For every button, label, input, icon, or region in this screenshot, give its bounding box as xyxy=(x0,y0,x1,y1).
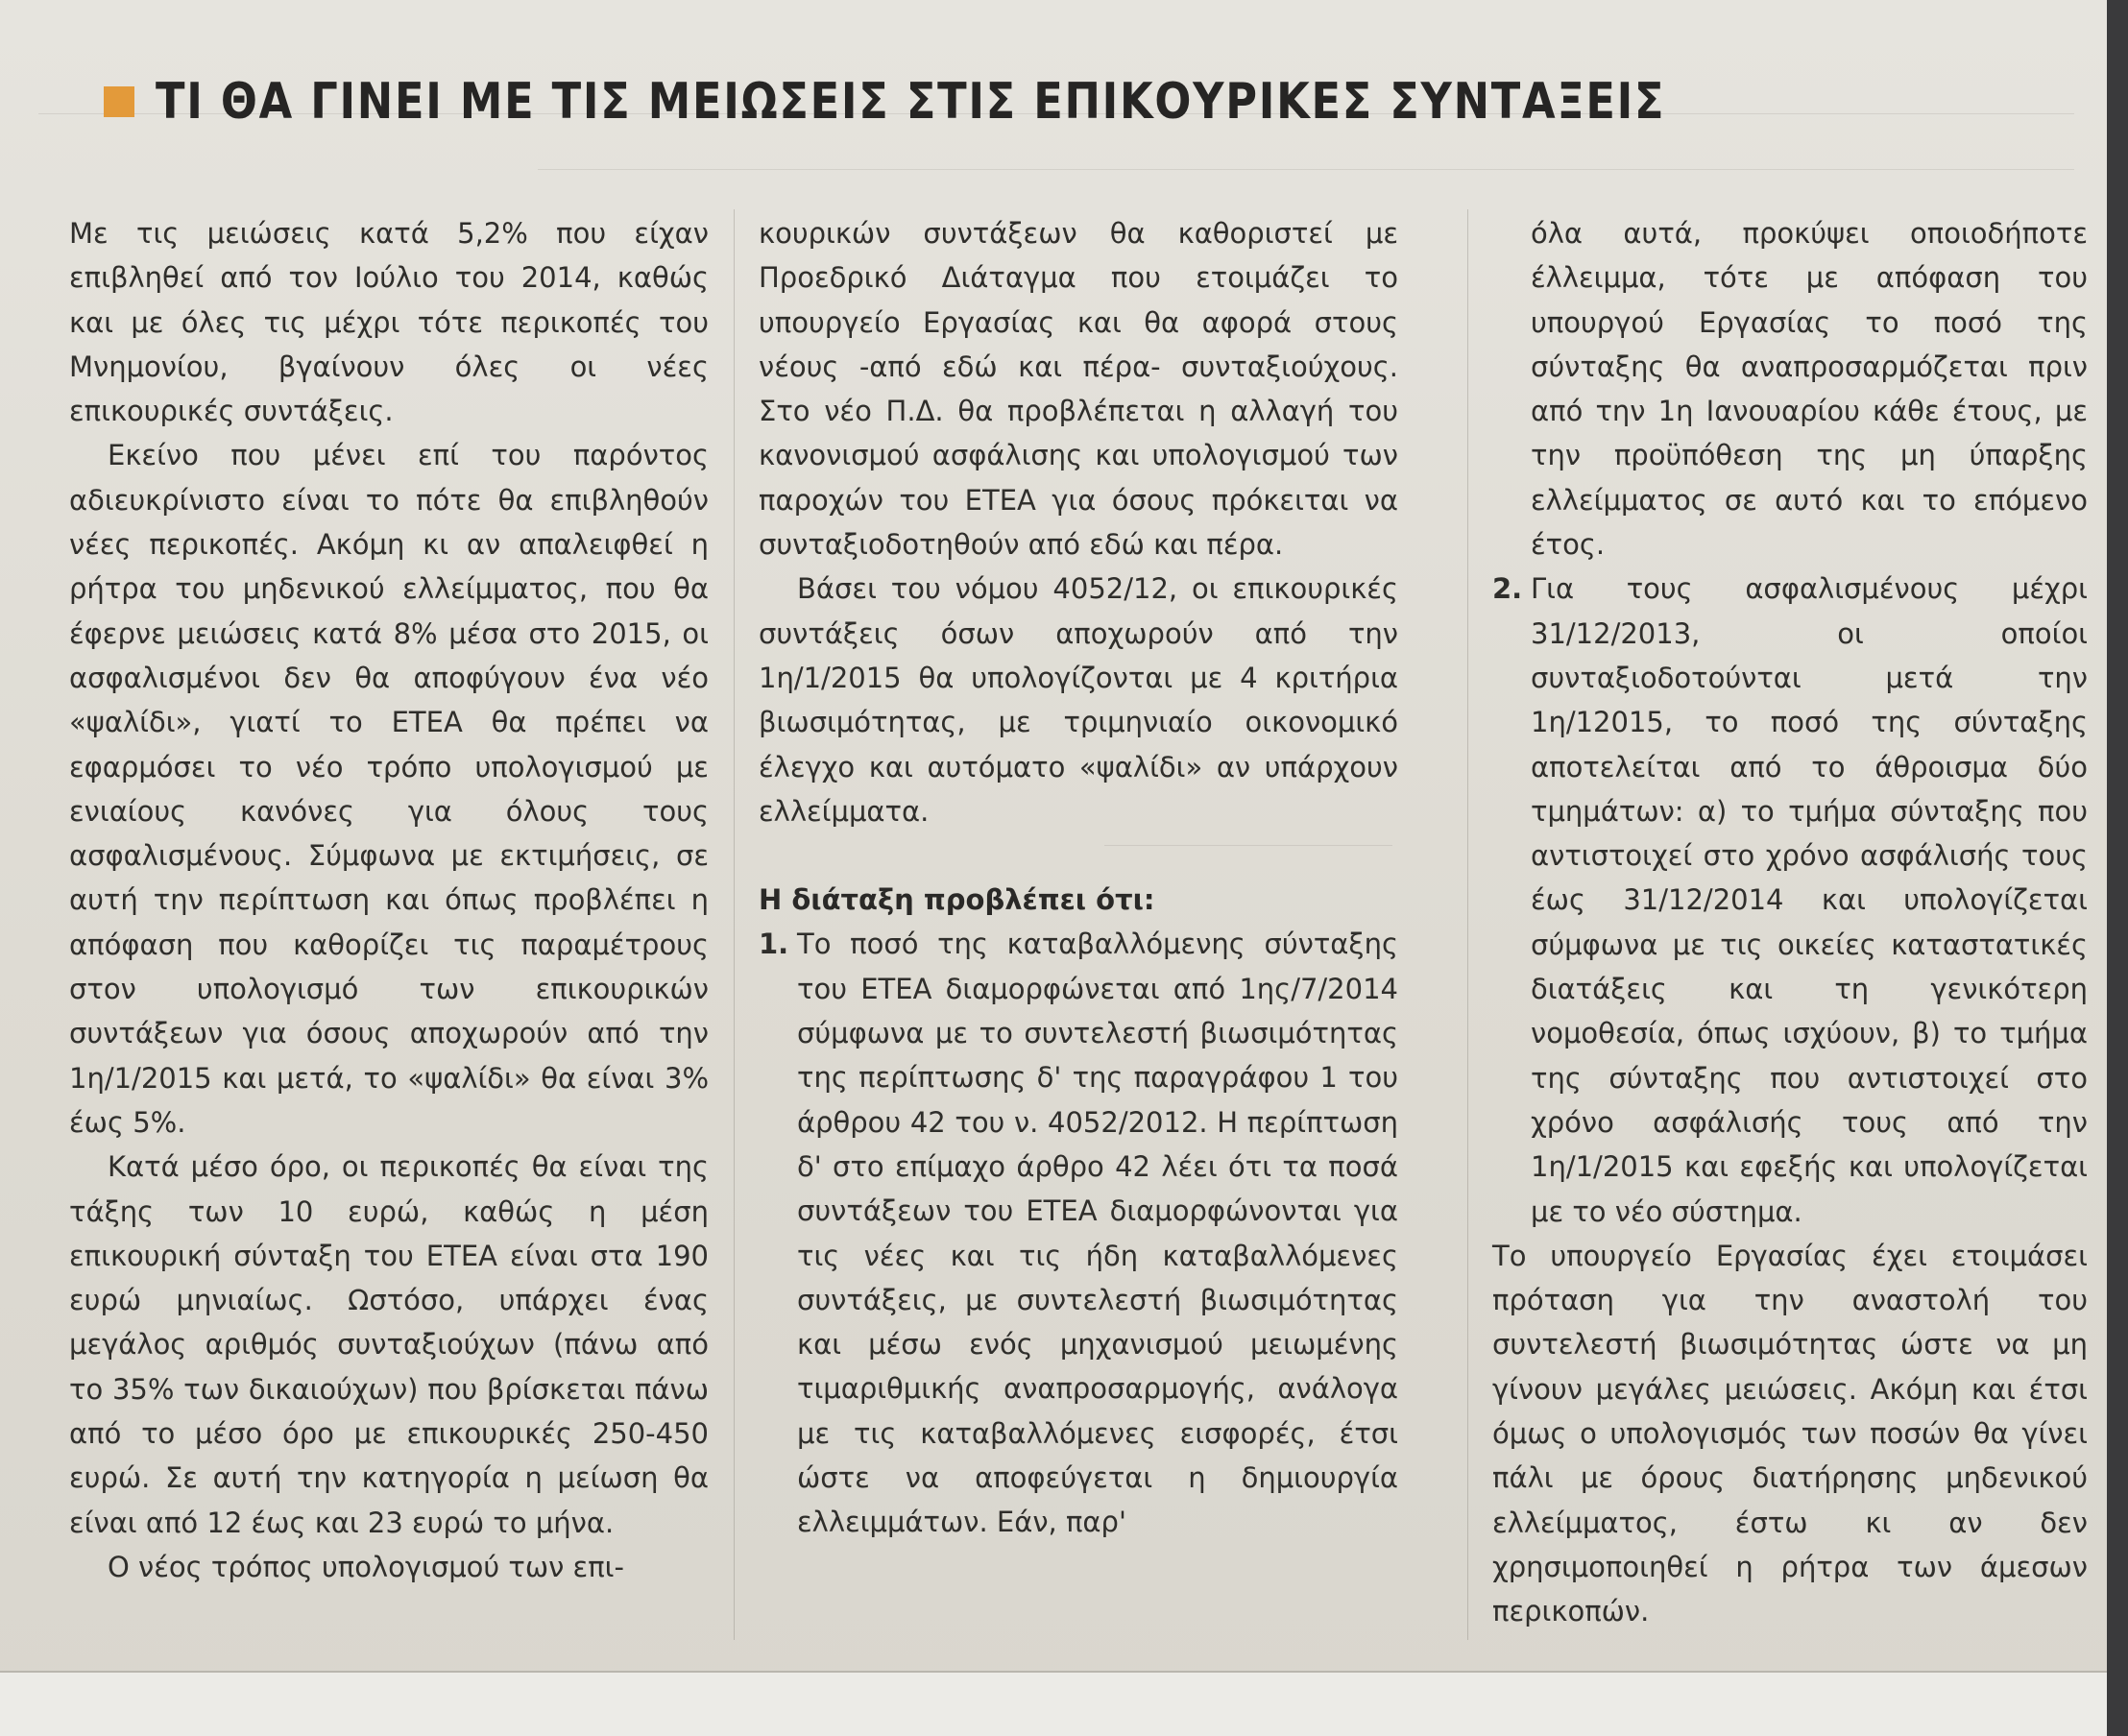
section-heading: Η διάταξη προβλέπει ότι: xyxy=(759,883,1155,917)
item-text: Για τους ασφαλισμένους μέχρι 31/12/2013, οι οποίοι συνταξιοδοτούνται μετά την 1η/12015, το ποσό της σύνταξης αποτελείται από το άθροισμα δύο τμημάτων: α) το τμήμα σύνταξης που αντιστοιχεί στο χρόνο ασφάλισής τους έως 31/12/2014 και υπολογίζεται σύμφωνα με τις οικείες καταστατικές διατάξεις και τη γενικότερη νομοθεσία, όπως ισχύουν, β) το τμήμα της σύνταξης που αντιστοιχεί στο χρόνο ασφάλισής τους από την 1η/1/2015 και εφεξής και υπολογίζεται με το νέο σύστημα. xyxy=(1531,572,2088,1228)
bleed-line xyxy=(538,169,2074,170)
paragraph: Με τις μειώσεις κατά 5,2% που είχαν επιβληθεί από τον Ιούλιο του 2014, καθώς και με όλες τις μέχρι τότε περικοπές του Μνημονίου, βγαίνουν όλες οι νέες επικουρικές συντάξεις. xyxy=(69,217,709,428)
item-text: Το ποσό της καταβαλλόμενης σύνταξης του ΕΤΕΑ διαμορφώνεται από 1ης/7/2014 σύμφωνα με το συντελεστή βιωσιμότητας της περίπτωσης δ' της παραγράφου 1 του άρθρου 42 του ν. 4052/2012. Η περίπτωση δ' στο επίμαχο άρθρο 42 λέει ότι τα ποσά συντάξεων του ΕΤΕΑ διαμορφώνονται για τις νέες και τις ήδη καταβαλλόμενες συντάξεις, με συντελεστή βιωσιμότητας και μέσω ενός μηχανισμού μειωμένης τιμαριθμικής αναπροσαρμογής, ανάλογα με τις καταβαλλόμενες εισφορές, έτσι ώστε να αποφεύγεται η δημιουργία ελλειμμάτων. Εάν, παρ' xyxy=(797,928,1398,1539)
numbered-item-1 xyxy=(759,922,1398,1544)
numbered-item-2 xyxy=(1492,567,2088,1233)
orange-square-bullet-icon xyxy=(104,86,134,117)
paragraph: Το υπουργείο Εργασίας έχει ετοιμάσει πρόταση για την αναστολή του συντελεστή βιωσιμότητας ώστε να μη γίνουν μεγάλες μειώσεις. Ακόμη και έτσι όμως ο υπολογισμός των ποσών θα γίνει πάλι με όρους διατήρησης μηδενικού ελλείμματος, έστω κι αν δεν χρησιμοποιηθεί η ρήτρα των άμεσων περικοπών. xyxy=(1492,1239,2088,1628)
paragraph: Βάσει του νόμου 4052/12, οι επικουρικές συντάξεις όσων αποχωρούν από την 1η/1/2015 θα υπολογίζονται με 4 κριτήρια βιωσιμότητας, με τριμηνιαίο οικονομικό έλεγχο και αυτόματο «ψαλίδι» αν υπάρχουν ελλείμματα. xyxy=(759,572,1398,828)
item-number: 2. xyxy=(1492,572,1523,606)
item-number: 1. xyxy=(759,928,789,961)
column-rule xyxy=(1467,209,1468,1640)
column-rule xyxy=(734,209,735,1640)
article-column-3 xyxy=(1492,211,2088,1634)
paragraph: Κατά μέσο όρο, οι περικοπές θα είναι της τάξης των 10 ευρώ, καθώς η μέση επικουρική σύνταξη του ΕΤΕΑ είναι στα 190 ευρώ μηνιαίως. Ωστόσο, υπάρχει ένας μεγάλος αριθμός συνταξιούχων (πάνω από το 35% των δικαιούχων) που βρίσκεται πάνω από το μέσο όρο με επικουρικές 250-450 ευρώ. Σε αυτή την κατηγορία η μείωση θα είναι από 12 έως και 23 ευρώ το μήνα. xyxy=(69,1150,709,1539)
scan-edge xyxy=(2107,0,2128,1736)
paragraph: Εκείνο που μένει επί του παρόντος αδιευκρίνιστο είναι το πότε θα επιβληθούν νέες περικοπές. Ακόμη κι αν απαλειφθεί η ρήτρα του μηδενικού ελλείμματος, που θα έφερνε μειώσεις κατά 8% μέσα στο 2015, οι ασφαλισμένοι δεν θα αποφύγουν ένα νέο «ψαλίδι», γιατί το ΕΤΕΑ θα πρέπει να εφαρμόσει το νέο τρόπο υπολογισμού με ενιαίους κανόνες για όλους τους ασφαλισμένους. Σύμφωνα με εκτιμήσεις, σε αυτή την περίπτωση και όπως προβλέπει η απόφαση που καθορίζει τις παραμέτρους στον υπολογισμό των επικουρικών συντάξεων για όσους αποχωρούν από την 1η/1/2015 και μετά, το «ψαλίδι» θα είναι 3% έως 5%. xyxy=(69,439,709,1139)
paragraph: κουρικών συντάξεων θα καθοριστεί με Προεδρικό Διάταγμα που ετοιμάζει το υπουργείο Εργασίας και θα αφορά στους νέους -από εδώ και πέρα- συνταξιούχους. Στο νέο Π.Δ. θα προβλέπεται η αλλαγή του κανονισμού ασφάλισης και υπολογισμού των παροχών του ΕΤΕΑ για όσους πρόκειται να συνταξιοδοτηθούν από εδώ και πέρα. xyxy=(759,217,1398,562)
paragraph: Ο νέος τρόπος υπολογισμού των επι- xyxy=(108,1550,624,1583)
bottom-margin xyxy=(0,1673,2107,1736)
paragraph: όλα αυτά, προκύψει οποιοδήποτε έλλειμμα, τότε με απόφαση του υπουργού Εργασίας το ποσό της σύνταξης θα αναπροσαρμόζεται πριν από την 1η Ιανουαρίου κάθε έτους, με την προϋπόθεση της μη ύπαρξης ελλείμματος σε αυτό και το επόμενο έτος. xyxy=(1531,217,2088,562)
article-title xyxy=(104,63,1911,140)
article-column-1 xyxy=(69,211,709,1589)
article-title-text: ΤΙ ΘΑ ΓΙΝΕΙ ΜΕ ΤΙΣ ΜΕΙΩΣΕΙΣ ΣΤΙΣ ΕΠΙΚΟΥΡΙΚΕΣ ΣΥΝΤΑΞΕΙΣ xyxy=(156,73,1666,131)
article-column-2 xyxy=(759,211,1398,1545)
